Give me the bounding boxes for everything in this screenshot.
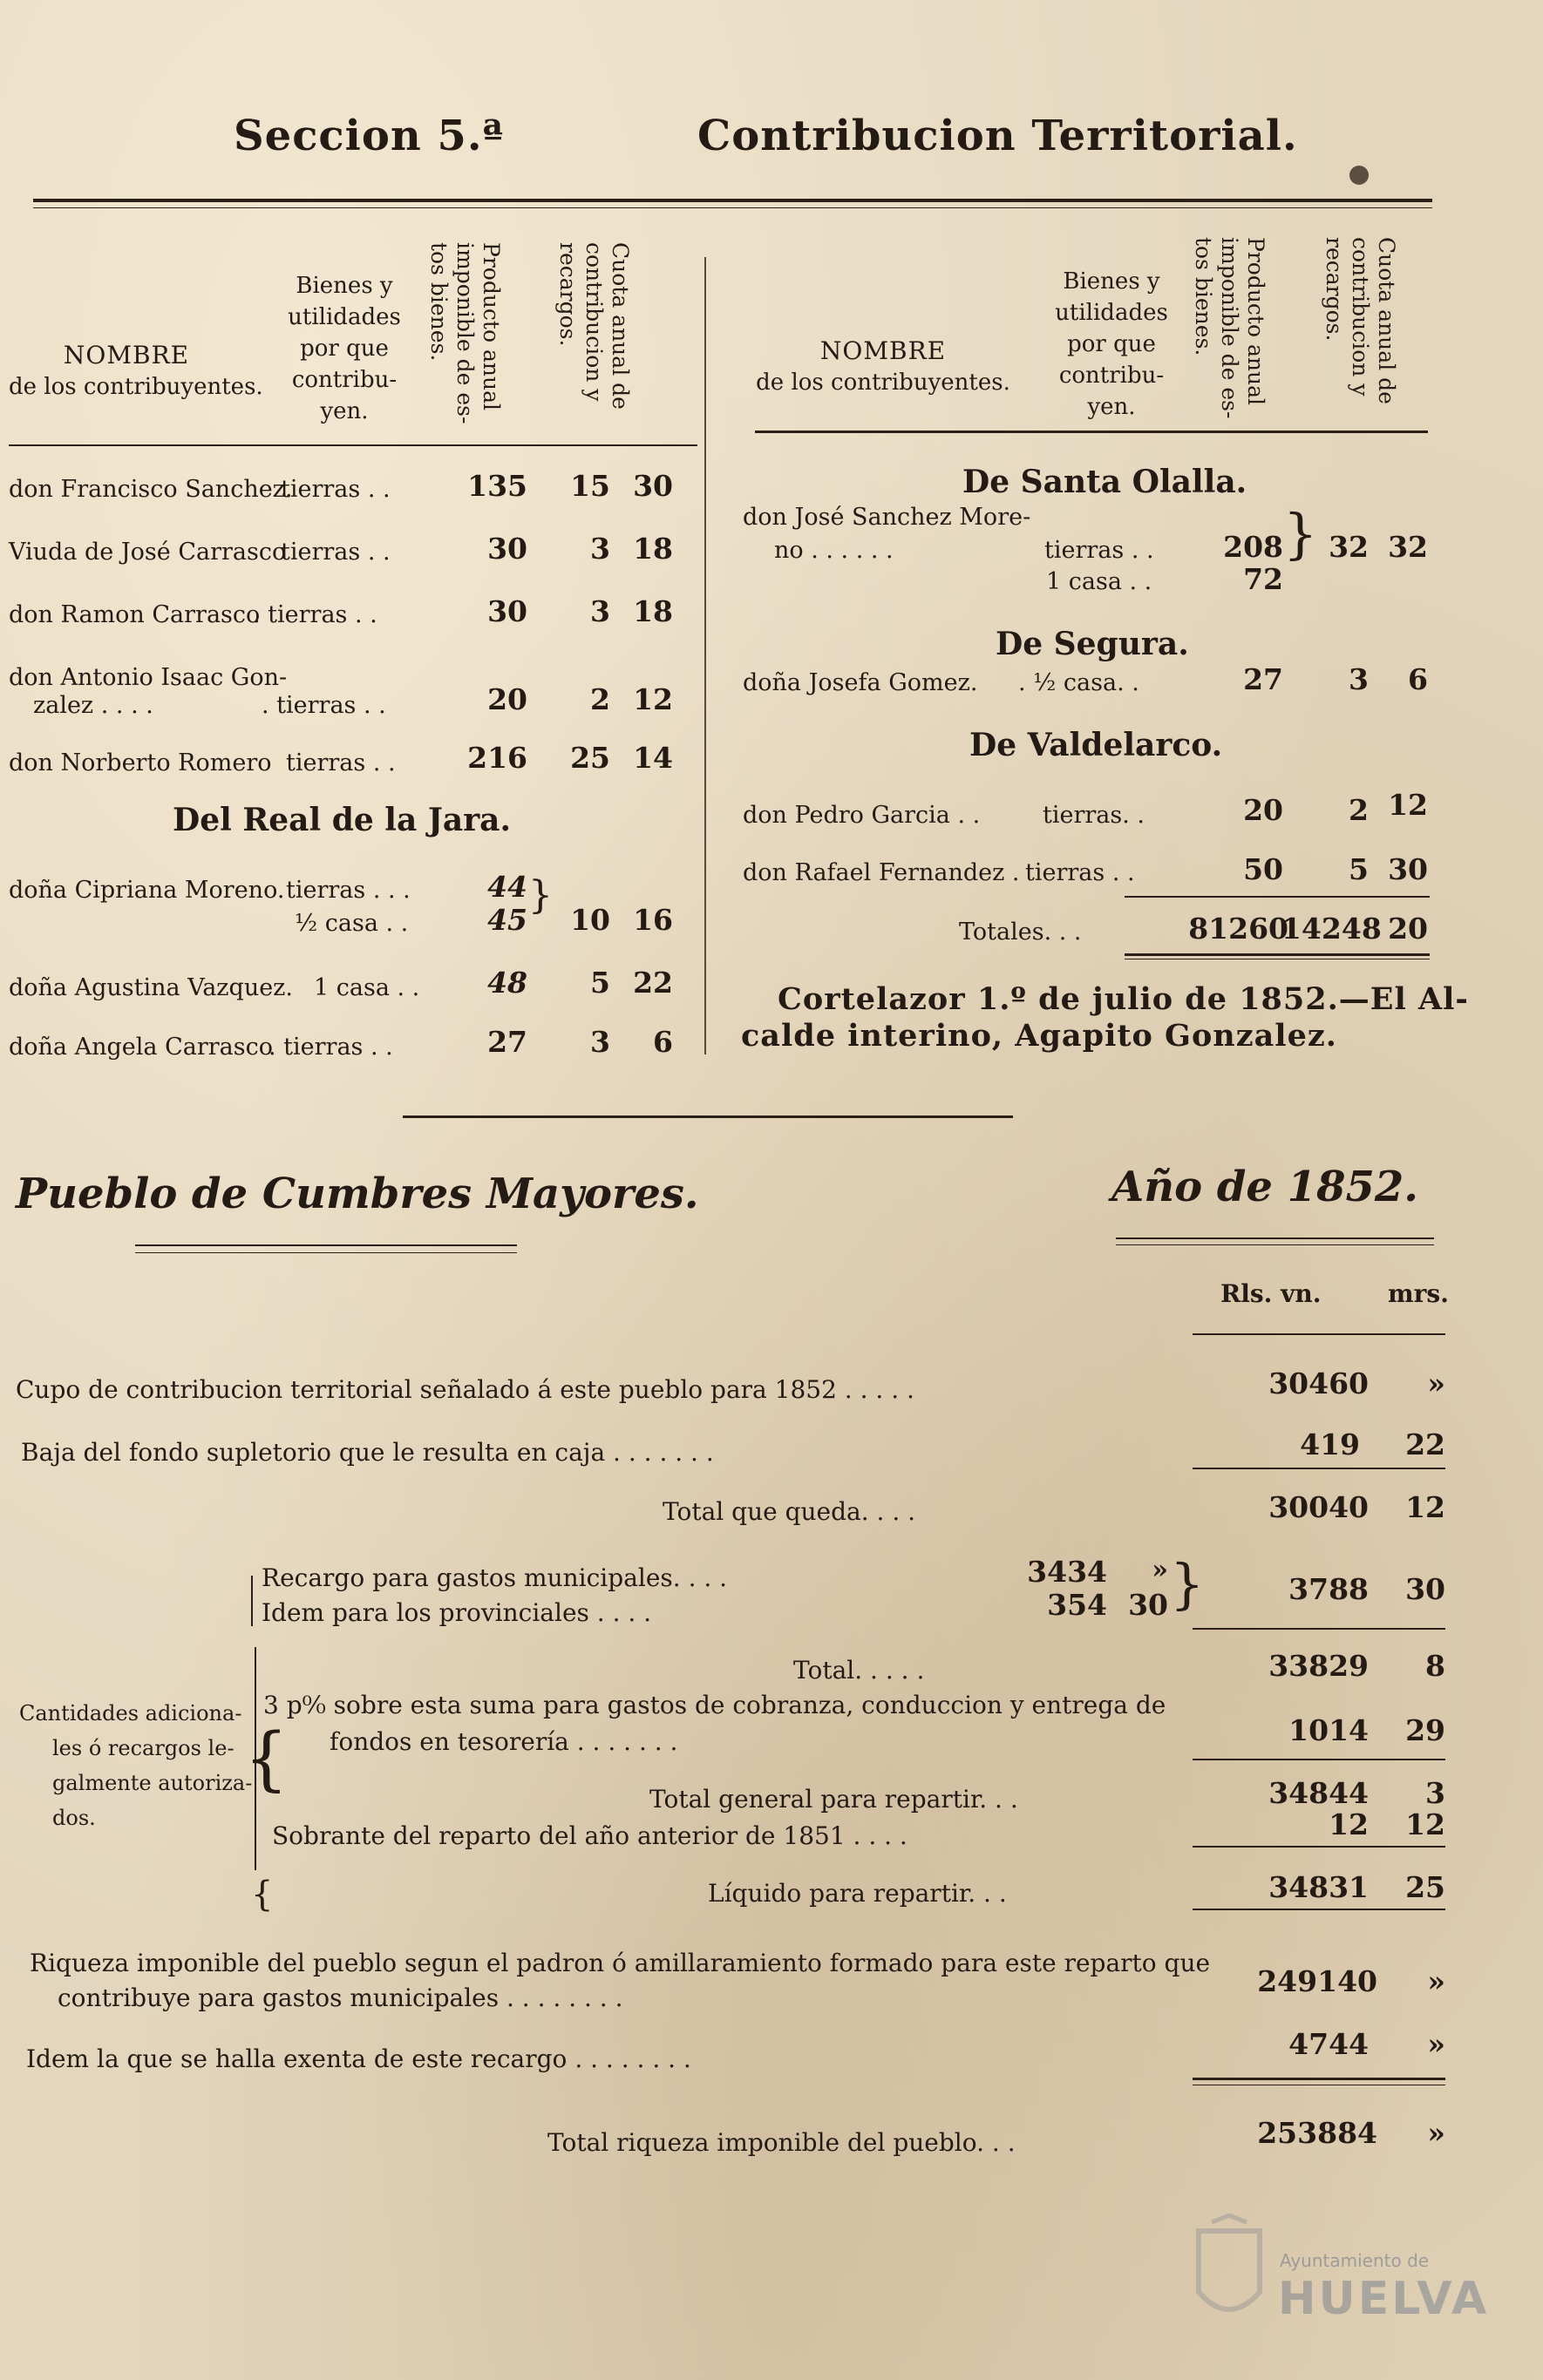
row-cuota-rs: 15 [570, 469, 610, 503]
row-bienes: tierras . . [281, 539, 391, 566]
row-cuota-rs: 3 [590, 1025, 610, 1059]
right-name-header: NOMBRE de los contribuyentes. [756, 336, 1010, 396]
recargo-label: Recargo para gastos municipales. . . . [262, 1563, 728, 1592]
row-bienes: ½ casa . . [295, 910, 409, 937]
section-title: Seccion 5.ª [234, 112, 504, 160]
right-subheading: De Segura. [996, 626, 1189, 662]
header-rls: Rls. vn. [1220, 1279, 1322, 1308]
title-underline [135, 1244, 517, 1246]
row-cuota-mrs: 12 [1388, 788, 1428, 822]
row-cuota-rs: 3 [590, 532, 610, 566]
liquido-label: Líquido para repartir. . . [708, 1879, 1007, 1908]
row-name: doña Angela Carrasco [9, 1034, 273, 1061]
title-underline-thin [135, 1252, 517, 1253]
general-mrs: 3 [1425, 1776, 1445, 1810]
riqueza-line-2: contribuye para gastos municipales . . . . . . . . [58, 1983, 623, 2012]
row-bienes: . tierras . . [262, 692, 386, 719]
closing-line-2: calde interino, Agapito Gonzalez. [741, 1018, 1337, 1054]
row-bienes: tierras . . [1025, 859, 1135, 886]
column-divider [704, 257, 706, 1054]
totals-cuota-mrs: 20 [1388, 912, 1428, 946]
subtotal-rule [1193, 1759, 1445, 1760]
row-name: don Francisco Sanchez. [9, 476, 293, 503]
row-cuota-rs: 32 [1329, 530, 1369, 564]
row-cuota-mrs: 30 [633, 469, 673, 503]
row-bienes: tierras . . [286, 749, 396, 776]
year-underline [1116, 1237, 1434, 1239]
row-cuota-mrs: 32 [1388, 530, 1428, 564]
total-riqueza-label: Total riqueza imponible del pueblo. . . [547, 2128, 1016, 2157]
totals-double-rule [1125, 953, 1430, 956]
watermark-title: HUELVA [1278, 2273, 1490, 2325]
sobrante-mrs: 12 [1405, 1807, 1445, 1841]
cobranza-line-1: 3 p⁰⁄₀ sobre esta suma para gastos de cobranza, conduccion y entrega de [263, 1691, 1166, 1719]
queda-label: Total que queda. . . . [663, 1497, 916, 1526]
row-producto: 48 [487, 966, 527, 1000]
total-riqueza-rs: 253884 [1257, 2116, 1377, 2150]
left-cuota-header: Cuota anual de contribucion y recargos. [555, 242, 633, 410]
row-cuota-rs: 5 [590, 966, 610, 1000]
header-mrs: mrs. [1388, 1279, 1449, 1308]
cupo-rs: 30460 [1268, 1366, 1369, 1400]
row-producto: 135 [467, 469, 527, 503]
totals-cuota-rs: 14248 [1281, 912, 1382, 946]
recargo-amount-mrs: » [1152, 1555, 1168, 1585]
idem-prov-amount-mrs: 30 [1128, 1588, 1168, 1622]
row-name: doña Josefa Gomez. [743, 669, 978, 696]
row-bienes: . tierras . . [268, 1034, 393, 1061]
row-bienes: 1 casa . . [314, 974, 420, 1001]
subtotal-rule [1193, 1909, 1445, 1910]
row-cuota-mrs: 16 [633, 903, 673, 937]
row-bienes: tierras . . [281, 476, 391, 503]
row-bienes: 1 casa . . [1046, 568, 1152, 595]
year-underline-thin [1116, 1244, 1434, 1245]
brace-icon: { [244, 1718, 289, 1799]
row-producto: 72 [1243, 562, 1283, 596]
brace-icon: } [1170, 1552, 1205, 1616]
row-producto: 45 [487, 903, 527, 937]
idem-prov-amount: 354 [1047, 1588, 1107, 1622]
row-cuota-rs: 25 [570, 741, 610, 775]
header-rule-thin [33, 207, 1432, 208]
row-producto: 27 [1243, 662, 1283, 696]
sobrante-rs: 12 [1329, 1807, 1369, 1841]
left-subheading: Del Real de la Jara. [173, 802, 512, 838]
totals-producto: 81260 [1188, 912, 1288, 946]
row-producto: 30 [487, 532, 527, 566]
side-label: Cantidades adiciona- les ó recargos le- galmente autoriza- dos. [19, 1701, 253, 1830]
row-bienes: tierras . . . [286, 877, 411, 904]
total-mrs: 8 [1425, 1649, 1445, 1683]
row-cuota-mrs: 18 [633, 532, 673, 566]
row-cuota-mrs: 22 [633, 966, 673, 1000]
row-producto: 20 [1243, 793, 1283, 827]
row-name-cont: no . . . . . . [774, 537, 894, 564]
row-cuota-mrs: 12 [633, 682, 673, 716]
subtotal-rule [1193, 1628, 1445, 1630]
baja-mrs: 22 [1405, 1427, 1445, 1461]
riqueza-rs: 249140 [1257, 1964, 1377, 1998]
row-producto: 208 [1223, 530, 1283, 564]
brace-icon: } [528, 873, 553, 918]
queda-mrs: 12 [1405, 1490, 1445, 1524]
idem-prov-rs: 3788 [1288, 1572, 1369, 1606]
sobrante-label: Sobrante del reparto del año anterior de 1851 . . . . [272, 1821, 907, 1850]
row-name: doña Agustina Vazquez. [9, 974, 293, 1001]
town-title: Pueblo de Cumbres Mayores. [16, 1170, 699, 1218]
right-subheading: De Valdelarco. [969, 727, 1223, 763]
total-rs: 33829 [1268, 1649, 1369, 1683]
row-cuota-rs: 2 [590, 682, 610, 716]
header-rule [1193, 1333, 1445, 1335]
row-name-cont: zalez . . . . [33, 692, 153, 719]
row-bienes: . ½ casa. . [1018, 669, 1139, 696]
cobranza-rs: 1014 [1288, 1713, 1369, 1747]
exenta-label: Idem la que se halla exenta de este recargo . . . . . . . . [26, 2044, 691, 2073]
watermark-text: Ayuntamiento de [1280, 2250, 1430, 2271]
cobranza-line-2: fondos en tesorería . . . . . . . [330, 1727, 678, 1756]
header-rule [33, 199, 1432, 202]
totals-label: Totales. . . [959, 919, 1082, 946]
row-producto: 44 [487, 870, 527, 904]
section-separator [403, 1115, 1013, 1118]
cupo-label: Cupo de contribucion territorial señalado á este pueblo para 1852 . . . . . [16, 1375, 914, 1404]
idem-prov-label: Idem para los provinciales . . . . [262, 1598, 652, 1627]
row-name: don Pedro Garcia . . [743, 802, 981, 829]
row-name: don Antonio Isaac Gon- [9, 664, 288, 691]
recargo-amount: 3434 [1027, 1555, 1107, 1589]
row-bienes: tierras. . [1043, 802, 1145, 829]
right-cuota-header: Cuota anual de contribucion y recargos. [1322, 237, 1399, 404]
liquido-mrs: 25 [1405, 1870, 1445, 1904]
brace-icon: } [1283, 502, 1318, 566]
row-name: don Norberto Romero [9, 749, 272, 776]
final-rule [1193, 2078, 1445, 2080]
queda-rs: 30040 [1268, 1490, 1369, 1524]
row-cuota-rs: 5 [1349, 852, 1369, 886]
idem-prov-mrs: 30 [1405, 1572, 1445, 1606]
total-riqueza-mrs: » [1427, 2116, 1445, 2150]
riqueza-mrs: » [1427, 1964, 1445, 1998]
row-bienes: tierras . . [1044, 537, 1154, 564]
general-rs: 34844 [1268, 1776, 1369, 1810]
left-bienes-header: Bienes y utilidades por que contribu- yen. [288, 273, 401, 424]
exenta-rs: 4744 [1288, 2027, 1369, 2061]
right-bienes-header: Bienes y utilidades por que contribu- yen. [1055, 268, 1168, 420]
row-cuota-rs: 10 [570, 903, 610, 937]
row-producto: 216 [467, 741, 527, 775]
row-producto: 20 [487, 682, 527, 716]
row-cuota-rs: 2 [1349, 793, 1369, 827]
page-title: Contribucion Territorial. [697, 112, 1298, 160]
year-title: Año de 1852. [1111, 1163, 1418, 1211]
left-producto-header: Producto anual imponible de es- tos bienes. [426, 242, 504, 424]
closing-line-1: Cortelazor 1.º de julio de 1852.—El Al- [778, 981, 1469, 1017]
row-cuota-mrs: 30 [1388, 852, 1428, 886]
riqueza-line-1: Riqueza imponible del pueblo segun el padron ó amillaramiento formado para este reparto que [30, 1949, 1211, 1977]
totals-rule [1125, 896, 1430, 898]
exenta-mrs: » [1427, 2027, 1445, 2061]
row-cuota-mrs: 6 [1408, 662, 1428, 696]
subtotal-rule [1193, 1846, 1445, 1848]
liquido-rs: 34831 [1268, 1870, 1369, 1904]
left-name-header: NOMBRE de los contribuyentes. [9, 341, 263, 400]
total-label: Total. . . . . [793, 1656, 925, 1685]
row-cuota-mrs: 18 [633, 594, 673, 628]
cobranza-mrs: 29 [1405, 1713, 1445, 1747]
row-cuota-mrs: 14 [633, 741, 673, 775]
ink-blot [1349, 166, 1369, 185]
brace-icon: { [251, 1875, 274, 1915]
right-producto-header: Producto anual imponible de es- tos bienes. [1191, 237, 1268, 419]
row-bienes: . tierras . . [253, 601, 377, 628]
baja-label: Baja del fondo supletorio que le resulta en caja . . . . . . . [21, 1438, 714, 1467]
row-name: don Ramon Carrasco [9, 601, 261, 628]
baja-rs: 419 [1300, 1427, 1360, 1461]
right-subheading: De Santa Olalla. [962, 464, 1247, 500]
general-label: Total general para repartir. . . [649, 1785, 1018, 1814]
cupo-mrs: » [1427, 1366, 1445, 1400]
row-cuota-rs: 3 [1349, 662, 1369, 696]
row-name: don Rafael Fernandez . [743, 859, 1020, 886]
right-header-rule [755, 431, 1428, 433]
row-producto: 30 [487, 594, 527, 628]
bracket-line [251, 1576, 253, 1626]
row-name: don José Sanchez More- [743, 504, 1031, 531]
row-name: doña Cipriana Moreno. [9, 877, 285, 904]
row-producto: 50 [1243, 852, 1283, 886]
row-cuota-mrs: 6 [653, 1025, 673, 1059]
row-cuota-rs: 3 [590, 594, 610, 628]
row-name: Viuda de José Carrasco [9, 539, 287, 566]
row-producto: 27 [487, 1025, 527, 1059]
subtotal-rule [1193, 1468, 1445, 1469]
left-header-rule [9, 444, 697, 446]
